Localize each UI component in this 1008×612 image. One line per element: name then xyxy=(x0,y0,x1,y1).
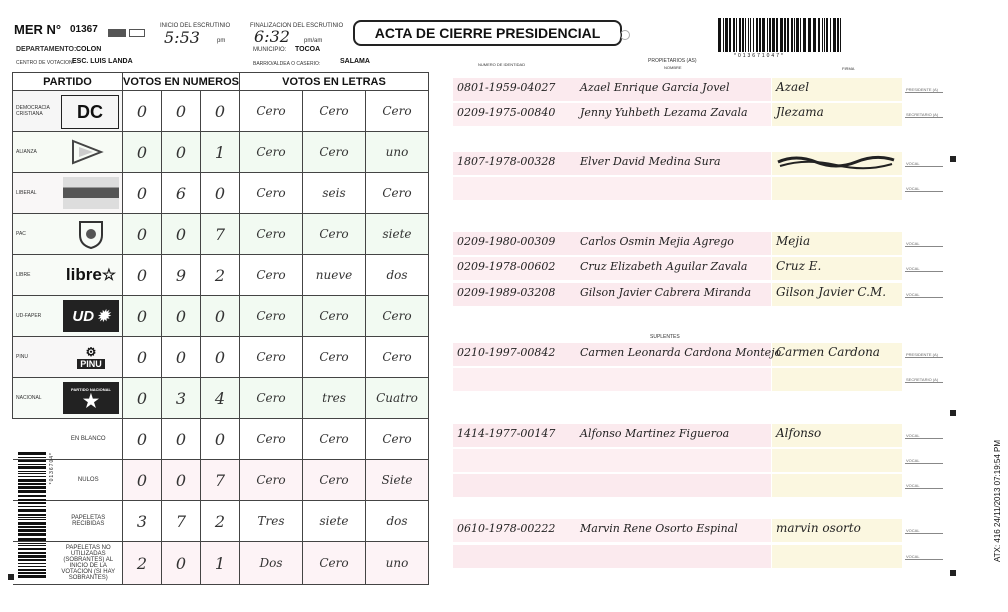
total-digit: 0 xyxy=(162,542,201,585)
member-id: 0209-1978-00602 xyxy=(457,260,556,273)
vote-word: Cero xyxy=(240,173,303,214)
left-barcode-number: *0136704* xyxy=(49,452,55,485)
member-role: VOCAL xyxy=(906,483,920,488)
role-line xyxy=(905,271,943,272)
ud-logo xyxy=(63,300,119,332)
logo-text: libre xyxy=(65,265,102,284)
finalizacion-label: FINALIZACION DEL ESCRUTINIO xyxy=(250,23,344,29)
departamento-label: DEPARTAMENTO: xyxy=(16,46,77,53)
member-name: Alfonso Martinez Figueroa xyxy=(580,427,730,440)
pinu-emblem-icon: ⚙ xyxy=(85,345,97,359)
registration-mark xyxy=(8,574,14,580)
total-digit: 3 xyxy=(123,501,162,542)
municipio-value: TOCOA xyxy=(295,46,321,53)
vote-word: Cero xyxy=(240,132,303,173)
vote-digit: 0 xyxy=(123,173,162,214)
role-line xyxy=(905,92,943,93)
signature-band xyxy=(772,474,902,497)
total-digit: 2 xyxy=(201,501,240,542)
party-name: PINU xyxy=(16,354,28,360)
crossed-signature xyxy=(776,152,896,177)
totals-row xyxy=(13,460,429,501)
vote-word: Cero xyxy=(240,255,303,296)
party-cell xyxy=(13,91,123,132)
role-line xyxy=(905,246,943,247)
propietarios-label: PROPIETARIOS (AS) xyxy=(648,58,697,64)
vote-digit: 9 xyxy=(162,255,201,296)
side-timestamp: ATX: 416 24/11/2013 07:19:54 PM xyxy=(993,440,1002,563)
vote-word: Cero xyxy=(303,91,366,132)
member-name: Azael Enrique Garcia Jovel xyxy=(580,81,730,94)
vote-digit: 0 xyxy=(201,296,240,337)
party-name: ALIANZA xyxy=(16,149,37,155)
suplentes-label: SUPLENTES xyxy=(650,334,680,340)
liberal-flag-icon xyxy=(63,177,119,209)
member-band xyxy=(453,368,771,391)
totals-label: EN BLANCO xyxy=(70,436,106,442)
member-signature: Mejia xyxy=(776,234,811,248)
col-nombre-label: NOMBRE xyxy=(664,65,682,70)
vote-digit: 2 xyxy=(201,255,240,296)
member-role: PRESIDENTE (A) xyxy=(906,352,939,357)
member-role: VOCAL xyxy=(906,241,920,246)
total-digit: 1 xyxy=(201,542,240,585)
total-word: Cero xyxy=(366,419,429,460)
vote-digit: 6 xyxy=(162,173,201,214)
vote-digit: 0 xyxy=(162,337,201,378)
vote-digit: 0 xyxy=(201,173,240,214)
member-band xyxy=(453,177,771,200)
member-name: Cruz Elizabeth Aguilar Zavala xyxy=(580,260,748,273)
party-row xyxy=(13,255,429,296)
signature-band xyxy=(772,545,902,568)
municipio-label: MUNICIPIO: xyxy=(253,47,287,53)
member-name: Elver David Medina Sura xyxy=(580,155,721,168)
vote-digit: 0 xyxy=(201,91,240,132)
member-id: 0801-1959-04027 xyxy=(457,81,556,94)
total-word: Cero xyxy=(240,460,303,501)
totals-row xyxy=(13,501,429,542)
vote-digit: 0 xyxy=(162,214,201,255)
pac-shield-icon xyxy=(63,218,119,250)
role-line xyxy=(905,166,943,167)
vote-word: dos xyxy=(366,255,429,296)
alianza-logo xyxy=(63,136,119,168)
role-line xyxy=(905,533,943,534)
star-icon: ☆ xyxy=(101,267,117,284)
vote-word: Cero xyxy=(366,173,429,214)
total-word: Cero xyxy=(303,419,366,460)
title-circle-icon xyxy=(620,30,630,40)
vote-word: tres xyxy=(303,378,366,419)
signature-band xyxy=(772,177,902,200)
signature-band xyxy=(772,368,902,391)
total-word: siete xyxy=(303,501,366,542)
member-signature: Alfonso xyxy=(776,426,822,440)
centro-label: CENTRO DE VOTACION: xyxy=(16,60,74,66)
vote-word: nueve xyxy=(303,255,366,296)
votes-table xyxy=(12,72,429,585)
vote-digit: 0 xyxy=(123,337,162,378)
party-cell xyxy=(13,173,123,214)
party-row xyxy=(13,337,429,378)
vote-digit: 0 xyxy=(201,337,240,378)
total-word: Cero xyxy=(303,460,366,501)
member-role: VOCAL xyxy=(906,433,920,438)
vote-word: Cero xyxy=(303,132,366,173)
centro-value: ESC. LUIS LANDA xyxy=(72,58,133,65)
member-signature: Carmen Cardona xyxy=(776,345,880,359)
col-firma-label: FIRMA xyxy=(842,66,855,71)
member-signature: Jlezama xyxy=(776,105,824,119)
vote-word: Cuatro xyxy=(366,378,429,419)
vote-word: Cero xyxy=(240,378,303,419)
mer-number: 01367 xyxy=(70,24,98,35)
member-name: Gilson Javier Cabrera Miranda xyxy=(580,286,752,299)
vote-digit: 0 xyxy=(162,296,201,337)
member-id: 0210-1997-00842 xyxy=(457,346,556,359)
member-signature: marvin osorto xyxy=(776,521,861,535)
member-band xyxy=(453,474,771,497)
logo-text: UD xyxy=(72,307,95,325)
vote-word: Cero xyxy=(366,91,429,132)
vote-word: uno xyxy=(366,132,429,173)
vote-digit: 0 xyxy=(123,378,162,419)
vote-word: Cero xyxy=(240,337,303,378)
member-id: 1414-1977-00147 xyxy=(457,427,556,440)
registration-mark xyxy=(950,410,956,416)
party-row xyxy=(13,378,429,419)
member-id: 0209-1989-03208 xyxy=(457,286,556,299)
party-name: PAC xyxy=(16,231,26,237)
totals-label: PAPELETAS NO UTILIZADAS (SOBRANTES) AL INICIO DE LA VOTACION (SI HAY SOBRANTES) xyxy=(61,545,116,581)
total-word: Cero xyxy=(303,542,366,585)
logo-text: DC xyxy=(77,101,103,122)
vote-word: Cero xyxy=(240,296,303,337)
member-signature: Azael xyxy=(776,80,810,94)
col-identidad-label: NUMERO DE IDENTIDAD xyxy=(478,62,526,67)
pinu-logo xyxy=(63,341,119,373)
member-id: 0209-1980-00309 xyxy=(457,235,556,248)
vote-word: Cero xyxy=(240,91,303,132)
vote-digit: 0 xyxy=(123,132,162,173)
inicio-value: 5:53 xyxy=(164,28,200,47)
nacional-logo xyxy=(63,382,119,414)
finalizacion-unit: pm/am xyxy=(304,38,323,44)
vote-word: Cero xyxy=(303,296,366,337)
party-row xyxy=(13,132,429,173)
member-band xyxy=(453,449,771,472)
header-votos-letras: VOTOS EN LETRAS xyxy=(240,73,429,91)
role-line xyxy=(905,488,943,489)
total-digit: 0 xyxy=(162,419,201,460)
departamento-value: COLON xyxy=(76,46,102,53)
header-logo-mark xyxy=(108,24,150,34)
inicio-unit: pm xyxy=(217,38,226,44)
member-id: 0209-1975-00840 xyxy=(457,106,556,119)
total-word: Tres xyxy=(240,501,303,542)
member-name: Carmen Leonarda Cardona Montejo xyxy=(580,346,782,359)
total-word: dos xyxy=(366,501,429,542)
role-line xyxy=(905,117,943,118)
vote-word: Cero xyxy=(303,214,366,255)
total-word: Siete xyxy=(366,460,429,501)
vote-word: Cero xyxy=(366,296,429,337)
member-role: VOCAL xyxy=(906,186,920,191)
member-role: VOCAL xyxy=(906,458,920,463)
party-cell xyxy=(13,255,123,296)
logo-text: PARTIDO NACIONAL xyxy=(71,386,111,392)
party-name: DEMOCRACIA CRISTIANA xyxy=(16,105,50,117)
vote-digit: 0 xyxy=(123,214,162,255)
finalizacion-value: 6:32 xyxy=(254,27,290,46)
member-role: VOCAL xyxy=(906,528,920,533)
member-id: 1807-1978-00328 xyxy=(457,155,556,168)
role-line xyxy=(905,559,943,560)
mer-label: MER N° xyxy=(14,22,62,37)
member-role: SECRETARIO (A) xyxy=(906,377,939,382)
vote-digit: 3 xyxy=(162,378,201,419)
vote-word: siete xyxy=(366,214,429,255)
totals-row xyxy=(13,542,429,585)
party-row xyxy=(13,214,429,255)
vote-word: Cero xyxy=(240,214,303,255)
member-name: Marvin Rene Osorto Espinal xyxy=(580,522,738,535)
star-icon: ★ xyxy=(82,390,100,411)
vote-digit: 0 xyxy=(123,255,162,296)
vote-digit: 0 xyxy=(123,296,162,337)
member-role: VOCAL xyxy=(906,292,920,297)
totals-label: NULOS xyxy=(77,477,99,483)
role-line xyxy=(905,382,943,383)
header-votos-numeros: VOTOS EN NUMEROS xyxy=(123,73,240,91)
party-row xyxy=(13,91,429,132)
party-cell xyxy=(13,378,123,419)
total-word: Dos xyxy=(240,542,303,585)
role-line xyxy=(905,191,943,192)
header-partido: PARTIDO xyxy=(13,73,123,91)
vote-digit: 4 xyxy=(201,378,240,419)
barrio-label: BARRIO/ALDEA O CASERIO: xyxy=(253,61,321,67)
party-name: LIBRE xyxy=(16,272,31,278)
total-digit: 7 xyxy=(201,460,240,501)
member-band xyxy=(453,545,771,568)
vote-digit: 0 xyxy=(123,91,162,132)
member-role: VOCAL xyxy=(906,161,920,166)
total-digit: 0 xyxy=(162,460,201,501)
total-digit: 7 xyxy=(162,501,201,542)
logo-text: PINU xyxy=(77,359,105,369)
total-word: uno xyxy=(366,542,429,585)
party-name: LIBERAL xyxy=(16,190,37,196)
party-name: NACIONAL xyxy=(16,395,42,401)
member-signature: Cruz E. xyxy=(776,259,822,273)
member-signature: Gilson Javier C.M. xyxy=(776,285,887,299)
party-row xyxy=(13,296,429,337)
member-name: Jenny Yuhbeth Lezama Zavala xyxy=(580,106,748,119)
signature-band xyxy=(772,449,902,472)
totals-label: PAPELETAS RECIBIDAS xyxy=(71,515,106,527)
total-digit: 0 xyxy=(201,419,240,460)
dc-logo xyxy=(61,95,119,129)
member-role: SECRETARIO (A) xyxy=(906,112,939,117)
member-id: 0610-1978-00222 xyxy=(457,522,556,535)
vote-digit: 1 xyxy=(201,132,240,173)
role-line xyxy=(905,463,943,464)
party-cell xyxy=(13,296,123,337)
inicio-label: INICIO DEL ESCRUTINIO xyxy=(160,23,231,29)
libre-logo xyxy=(63,259,119,291)
vote-word: Cero xyxy=(366,337,429,378)
registration-mark xyxy=(950,570,956,576)
role-line xyxy=(905,297,943,298)
member-role: VOCAL xyxy=(906,554,920,559)
party-cell xyxy=(13,214,123,255)
total-digit: 0 xyxy=(123,419,162,460)
top-barcode xyxy=(718,18,842,52)
member-role: VOCAL xyxy=(906,266,920,271)
document-title: ACTA DE CIERRE PRESIDENCIAL xyxy=(353,20,622,46)
role-line xyxy=(905,357,943,358)
totals-row xyxy=(13,419,429,460)
total-digit: 0 xyxy=(123,460,162,501)
sun-icon: ✹ xyxy=(97,308,110,325)
vote-digit: 7 xyxy=(201,214,240,255)
vote-digit: 0 xyxy=(162,91,201,132)
total-word: Cero xyxy=(240,419,303,460)
vote-word: Cero xyxy=(303,337,366,378)
party-cell xyxy=(13,337,123,378)
registration-mark xyxy=(950,156,956,162)
party-name: UD-FAPER xyxy=(16,313,42,319)
party-row xyxy=(13,173,429,214)
top-barcode-number: *013671047* xyxy=(734,53,785,59)
total-digit: 2 xyxy=(123,542,162,585)
vote-word: seis xyxy=(303,173,366,214)
party-cell xyxy=(13,132,123,173)
member-name: Carlos Osmin Mejia Agrego xyxy=(580,235,734,248)
barrio-value: SALAMA xyxy=(340,58,370,65)
member-role: PRESIDENTE (A) xyxy=(906,87,939,92)
role-line xyxy=(905,438,943,439)
vote-digit: 0 xyxy=(162,132,201,173)
